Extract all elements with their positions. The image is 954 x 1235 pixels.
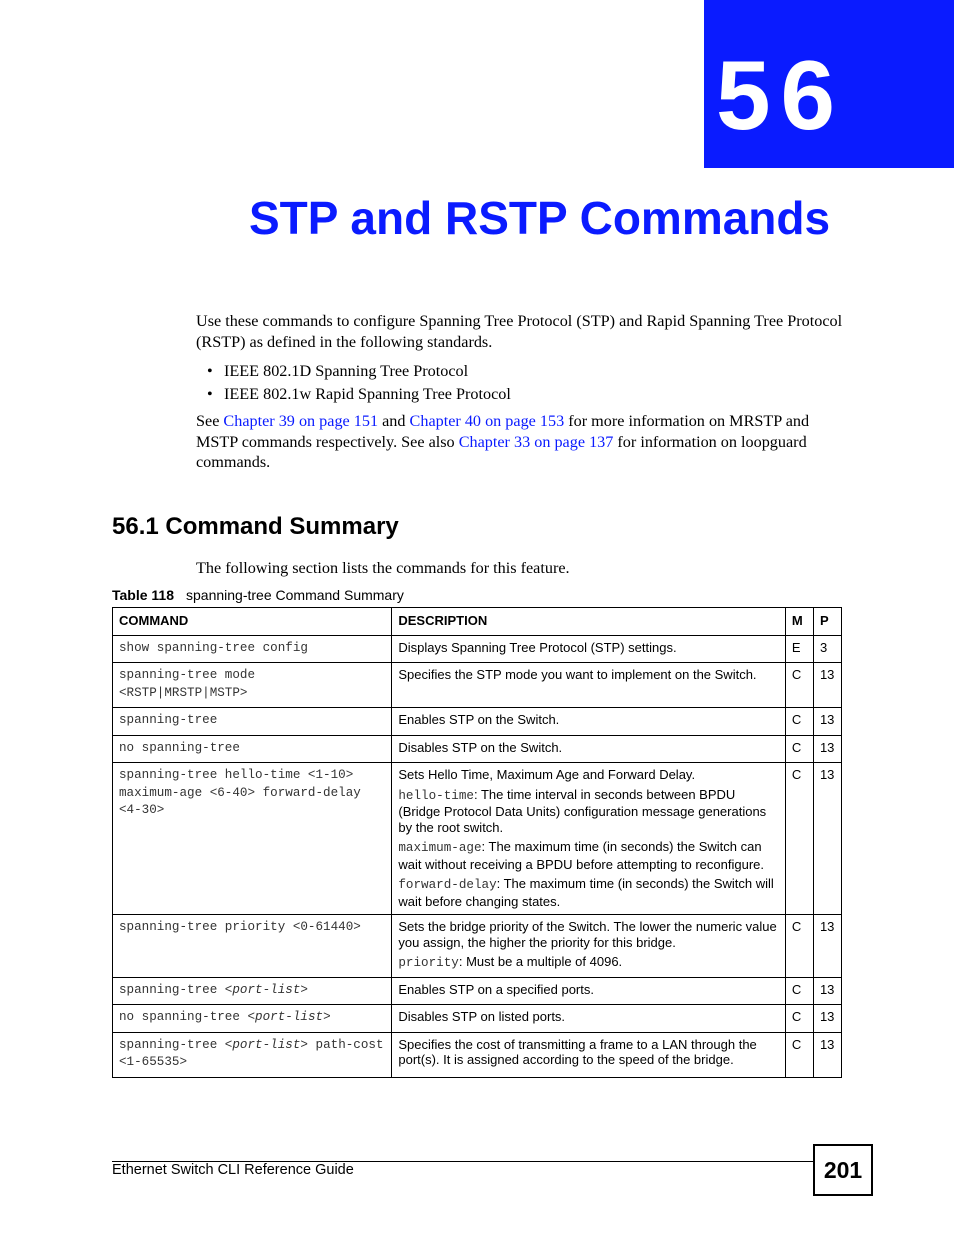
table-row	[113, 1032, 842, 1077]
description-cell: Specifies the STP mode you want to implement on the Switch.	[392, 663, 786, 708]
table-row	[113, 977, 842, 1005]
list-item: • IEEE 802.1D Spanning Tree Protocol	[207, 360, 511, 383]
intro-paragraph: Use these commands to configure Spanning Tree Protocol (STP) and Rapid Spanning Tree Protocol (RSTP) as defined in the following standards.	[196, 312, 843, 351]
header-description: DESCRIPTION	[392, 608, 786, 636]
privilege-cell: 3	[813, 635, 841, 663]
command-cell: spanning-tree mode <RSTP|MRSTP|MSTP>	[113, 663, 392, 708]
command-cell: spanning-tree <port-list>	[113, 977, 392, 1005]
description-cell: Sets the bridge priority of the Switch. The lower the numeric value you assign, the higher the priority for this bridge. priority: Must be a multiple of 4096.	[392, 915, 786, 978]
table-row	[113, 663, 842, 708]
table-row	[113, 635, 842, 663]
privilege-cell: 13	[813, 763, 841, 915]
privilege-cell: 13	[813, 977, 841, 1005]
mode-cell: C	[785, 708, 813, 736]
mode-cell: C	[785, 1032, 813, 1077]
param-name: maximum-age	[398, 841, 482, 855]
description-cell: Enables STP on a specified ports.	[392, 977, 786, 1005]
privilege-cell: 13	[813, 1032, 841, 1077]
mode-cell: C	[785, 915, 813, 978]
privilege-cell: 13	[813, 915, 841, 978]
description-cell: Sets Hello Time, Maximum Age and Forward Delay. hello-time: The time interval in seconds between BPDU (Bridge Protocol Data Units) configuration message generations by the root switch. maximum-age: The maximum time (in seconds) the Switch can wait without receiving a BPDU before attempting to reconfigure. forward-delay: The maximum time (in seconds) the Switch will wait before changing states.	[392, 763, 786, 915]
mode-cell: C	[785, 735, 813, 763]
privilege-cell: 13	[813, 1005, 841, 1033]
header-m: M	[785, 608, 813, 636]
mode-cell: C	[785, 663, 813, 708]
footer-guide-title: Ethernet Switch CLI Reference Guide	[112, 1162, 354, 1178]
param-name: hello-time	[398, 788, 474, 803]
mode-cell: C	[785, 977, 813, 1005]
table-row	[113, 763, 842, 915]
table-number: Table 118	[112, 587, 175, 603]
table-row	[113, 1005, 842, 1033]
table-caption-text: spanning-tree Command Summary	[186, 587, 404, 603]
chapter-title: STP and RSTP Commands	[249, 192, 831, 244]
see-also-paragraph: See Chapter 39 on page 151 and Chapter 40 on page 153 for more information on MRSTP and MSTP commands respectively. See also Chapter 33 on page 137 for information on loopguard commands.	[196, 412, 810, 472]
description-cell: Enables STP on the Switch.	[392, 708, 786, 736]
description-cell: Displays Spanning Tree Protocol (STP) settings.	[392, 635, 786, 663]
command-cell: no spanning-tree <port-list>	[113, 1005, 392, 1033]
table-caption	[112, 587, 404, 603]
mode-cell: C	[785, 763, 813, 915]
privilege-cell: 13	[813, 663, 841, 708]
param-name: forward-delay	[398, 878, 497, 892]
section-intro: The following section lists the commands for this feature.	[196, 559, 570, 577]
mode-cell: C	[785, 1005, 813, 1033]
table-row	[113, 915, 842, 978]
command-cell: spanning-tree	[113, 708, 392, 736]
command-cell: spanning-tree priority <0-61440>	[113, 915, 392, 978]
description-cell: Specifies the cost of transmitting a frame to a LAN through the port(s). It is assigned according to the speed of the bridge.	[392, 1032, 786, 1077]
command-cell: spanning-tree <port-list> path-cost <1-65535>	[113, 1032, 392, 1077]
privilege-cell: 13	[813, 735, 841, 763]
chapter-40-link[interactable]: Chapter 40 on page 153	[409, 412, 565, 430]
table-header-row	[113, 608, 842, 636]
table-row	[113, 735, 842, 763]
page-number: 201	[813, 1144, 873, 1196]
header-command: COMMAND	[113, 608, 392, 636]
chapter-number: 56	[716, 40, 846, 150]
command-cell: no spanning-tree	[113, 735, 392, 763]
chapter-39-link[interactable]: Chapter 39 on page 151	[223, 412, 379, 430]
command-summary-table	[112, 607, 842, 1078]
command-cell: spanning-tree hello-time <1-10> maximum-age <6-40> forward-delay <4-30>	[113, 763, 392, 915]
chapter-33-link[interactable]: Chapter 33 on page 137	[458, 432, 614, 451]
standards-list	[207, 360, 511, 406]
mode-cell: E	[785, 635, 813, 663]
description-cell: Disables STP on listed ports.	[392, 1005, 786, 1033]
table-row	[113, 708, 842, 736]
privilege-cell: 13	[813, 708, 841, 736]
section-title: 56.1 Command Summary	[112, 513, 399, 540]
description-cell: Disables STP on the Switch.	[392, 735, 786, 763]
param-name: priority	[398, 956, 459, 970]
chapter-number-box	[704, 0, 954, 168]
header-p: P	[813, 608, 841, 636]
list-item: • IEEE 802.1w Rapid Spanning Tree Protocol	[207, 383, 511, 406]
command-cell: show spanning-tree config	[113, 635, 392, 663]
